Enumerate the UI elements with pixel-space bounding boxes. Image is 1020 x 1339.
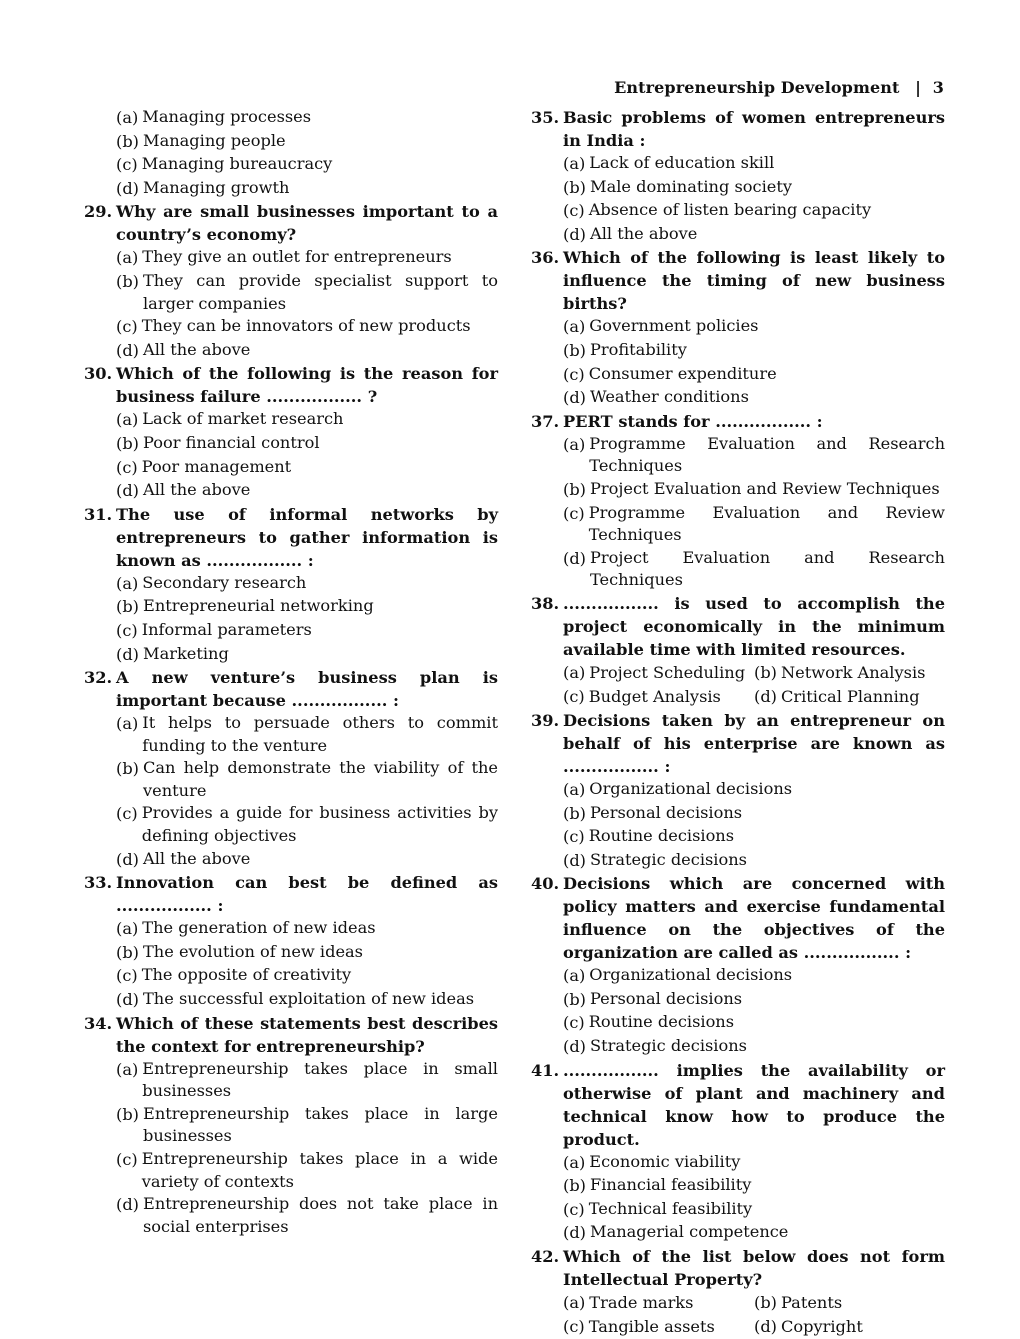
question-number: 38. <box>531 593 560 613</box>
option-d: (d) Managerial competence <box>563 1222 789 1243</box>
question-text: Innovation can best be defined as ................. : <box>116 873 498 916</box>
option-b: (b) Profitability <box>563 339 687 360</box>
question-40 <box>531 872 945 1058</box>
question-number: 33. <box>84 873 113 893</box>
option-a: (a) Project Scheduling <box>563 662 746 682</box>
option-d: (d) Weather conditions <box>563 387 749 408</box>
option-d: (d) Critical Planning <box>754 686 920 706</box>
option-a: (a) The generation of new ideas <box>116 918 376 939</box>
question-38 <box>531 592 945 709</box>
left-column <box>84 106 498 1238</box>
question-32 <box>84 666 498 871</box>
option-a: (a) Trade marks <box>563 1293 694 1313</box>
question-number: 39. <box>531 710 560 730</box>
question-text: ................. implies the availability or otherwise of plant and machinery and technical know how to produce the product. <box>563 1060 945 1149</box>
option-c: (c) Entrepreneurship takes place in a wide variety of contexts <box>116 1149 498 1191</box>
question-33 <box>84 871 498 1011</box>
question-number: 37. <box>531 411 560 431</box>
question-number: 40. <box>531 874 560 894</box>
option-c: (c) Provides a guide for business activities by defining objectives <box>116 803 498 846</box>
option-d: (d) All the above <box>563 223 698 244</box>
option-a: (a) Lack of education skill <box>563 153 775 173</box>
question-36 <box>531 246 945 409</box>
option-b: (b) The evolution of new ideas <box>116 941 363 962</box>
question-text: ................. is used to accomplish the project economically in the minimum available time with limited resources. <box>563 593 945 659</box>
option-b: (b) Entrepreneurial networking <box>116 596 374 617</box>
option-b: (b) Network Analysis <box>754 662 926 682</box>
question-34 <box>84 1012 498 1239</box>
question-number: 41. <box>531 1060 560 1080</box>
question-number: 35. <box>531 108 560 127</box>
right-column <box>531 106 945 1339</box>
option-a: (a) Government policies <box>563 316 759 337</box>
question-31 <box>84 503 498 666</box>
question-text: The use of informal networks by entrepreneurs to gather information is known as ................. : <box>116 504 498 570</box>
option-c: (c) Routine decisions <box>563 826 735 847</box>
option-d: (d) All the above <box>116 848 251 869</box>
question-28-continued <box>84 106 498 200</box>
option-a: (a) Lack of market research <box>116 409 344 430</box>
option-b: (b) Project Evaluation and Review Techniques <box>563 478 940 499</box>
question-number: 34. <box>84 1013 113 1033</box>
option-d: (d) Copyright <box>754 1317 863 1337</box>
question-number: 29. <box>84 202 113 222</box>
option-c: (c) Budget Analysis <box>563 686 721 706</box>
option-b: (b) Poor financial control <box>116 432 320 453</box>
option: (d) Managing growth <box>116 177 290 198</box>
option: (c) Managing bureaucracy <box>116 154 333 175</box>
option-b: (b) Entrepreneurship takes place in large businesses <box>116 1103 498 1146</box>
option-d: (d) All the above <box>116 480 251 501</box>
option-a: (a) Secondary research <box>116 572 307 593</box>
question-text: A new venture’s business plan is important because ................. : <box>116 668 498 711</box>
option-a: (a) Programme Evaluation and Research Techniques <box>563 433 945 476</box>
page-header <box>614 78 944 97</box>
option-b: (b) Patents <box>754 1293 843 1313</box>
option-c: (c) The opposite of creativity <box>116 965 352 986</box>
option-b: (b) Can help demonstrate the viability of the venture <box>116 758 498 800</box>
option-c: (c) Poor management <box>116 456 292 477</box>
question-number: 36. <box>531 248 560 268</box>
question-number: 31. <box>84 504 113 524</box>
option-a: (a) Organizational decisions <box>563 965 793 986</box>
question-text: Decisions taken by an entrepreneur on behalf of his enterprise are known as ................. : <box>563 710 945 776</box>
option-a: (a) They give an outlet for entrepreneurs <box>116 247 452 268</box>
option-c: (c) They can be innovators of new products <box>116 316 471 337</box>
question-number: 30. <box>84 364 113 384</box>
option-d: (d) All the above <box>116 339 251 360</box>
option-c: (c) Consumer expenditure <box>563 363 777 384</box>
question-35 <box>531 106 945 246</box>
option-d: (d) Marketing <box>116 643 229 664</box>
question-41 <box>531 1059 945 1245</box>
option-b: (b) Personal decisions <box>563 802 743 823</box>
question-text: Decisions which are concerned with policy matters and exercise fundamental influence on the objectives of the organization are called as ................. : <box>563 874 945 963</box>
option-c: (c) Technical feasibility <box>563 1198 753 1219</box>
question-text: Which of these statements best describes the context for entrepreneurship? <box>116 1013 498 1056</box>
question-number: 32. <box>84 668 113 688</box>
option-c: (c) Informal parameters <box>116 619 312 640</box>
running-title: Entrepreneurship Development <box>614 78 900 97</box>
option-b: (b) They can provide specialist support to larger companies <box>116 270 498 313</box>
question-text: Which of the following is the reason for business failure ................. ? <box>116 364 498 407</box>
option-a: (a) Economic viability <box>563 1151 741 1172</box>
option-d: (d) Project Evaluation and Research Techniques <box>563 547 945 590</box>
page-number: 3 <box>932 78 944 97</box>
option: (a) Managing processes <box>116 107 312 127</box>
option-c: (c) Programme Evaluation and Review Techniques <box>563 502 945 545</box>
option-a: (a) Organizational decisions <box>563 778 793 799</box>
option-d: (d) The successful exploitation of new ideas <box>116 989 475 1010</box>
option-c: (c) Routine decisions <box>563 1012 735 1033</box>
option-c: (c) Absence of listen bearing capacity <box>563 200 872 221</box>
option-d: (d) Strategic decisions <box>563 849 747 870</box>
question-text: PERT stands for ................. : <box>563 411 823 431</box>
option-c: (c) Tangible assets <box>563 1317 715 1337</box>
question-39 <box>531 709 945 872</box>
question-text: Which of the following is least likely to influence the timing of new business births? <box>563 248 945 314</box>
question-37 <box>531 410 945 592</box>
option-a: (a) Entrepreneurship takes place in small businesses <box>116 1058 498 1101</box>
question-30 <box>84 362 498 502</box>
option-d: (d) Entrepreneurship does not take place in social enterprises <box>116 1194 498 1236</box>
option: (b) Managing people <box>116 130 286 151</box>
question-42 <box>531 1245 945 1339</box>
option-b: (b) Male dominating society <box>563 176 792 197</box>
question-29 <box>84 200 498 362</box>
question-number: 42. <box>531 1247 560 1267</box>
option-d: (d) Strategic decisions <box>563 1036 747 1057</box>
option-b: (b) Personal decisions <box>563 988 743 1009</box>
question-text: Basic problems of women entrepreneurs in India : <box>563 108 945 150</box>
option-b: (b) Financial feasibility <box>563 1175 752 1196</box>
option-a: (a) It helps to persuade others to commit funding to the venture <box>116 713 498 755</box>
question-text: Which of the list below does not form Intellectual Property? <box>563 1247 945 1290</box>
question-text: Why are small businesses important to a country’s economy? <box>116 202 498 245</box>
header-separator: | <box>915 78 922 97</box>
